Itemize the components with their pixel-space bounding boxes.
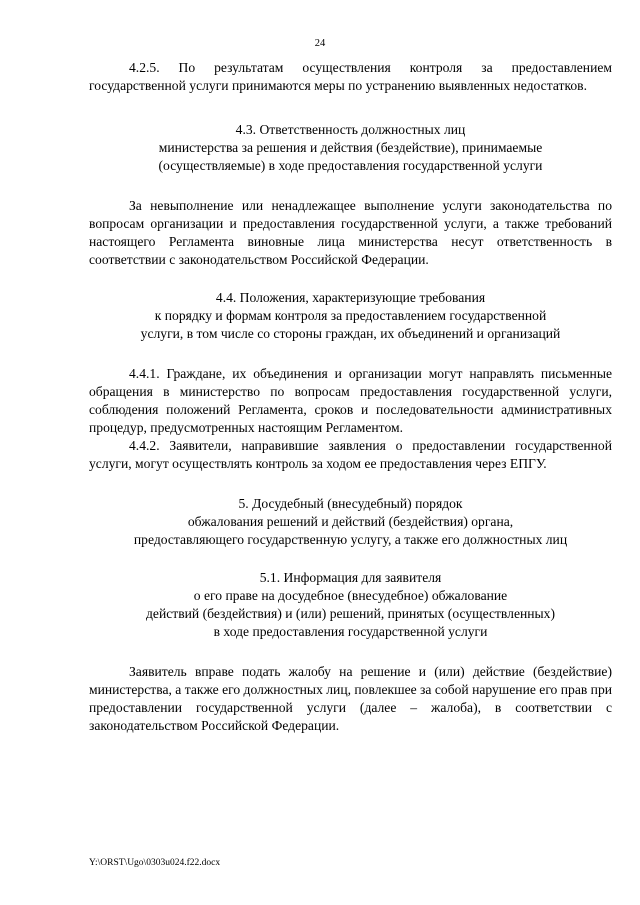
paragraph-5-1: Заявитель вправе подать жалобу на решение и (или) действие (бездействие) министерства, а также его должностных лиц, повлекшее за собой нарушение его прав при предоставлении государственной услуги (далее – жалоба), в соответствии с законодательством Российской Федерации.: [89, 664, 613, 733]
paragraph-4-3: За невыполнение или ненадлежащее выполнение услуги законодательства по вопросам организации и предоставления государственной услуги, а также требований настоящего Регламента виновные лица министерства несут ответственность в соответствии с законодательством Российской Федерации.: [89, 198, 612, 267]
heading-line: предоставляющего государственную услугу, а также его должностных лиц: [133, 532, 568, 547]
heading-line: к порядку и формам контроля за предоставлением государственной: [154, 308, 547, 323]
heading-line: в ходе предоставления государственной услуги: [213, 624, 488, 639]
heading-4-4: [89, 289, 612, 343]
heading-line: о его праве на досудебное (внесудебное) обжалование: [193, 588, 508, 603]
heading-line: 5.1. Информация для заявителя: [259, 570, 442, 585]
heading-4-3: [89, 121, 612, 175]
page-number: 24: [314, 38, 326, 49]
paragraph-4-4-1: 4.4.1. Граждане, их объединения и организации могут направлять письменные обращения в министерство по вопросам предоставления государственной услуги, соблюдения положений Регламента, сроков и последовательности административных процедур, предусмотренных настоящим Регламентом.: [89, 366, 612, 435]
heading-line: (осуществляемые) в ходе предоставления государственной услуги: [158, 158, 543, 173]
heading-line: министерства за решения и действия (бездействие), принимаемые: [158, 140, 543, 155]
heading-line: 4.4. Положения, характеризующие требования: [215, 290, 486, 305]
heading-5-1: [89, 569, 612, 641]
paragraph-4-2-5: 4.2.5. По результатам осуществления контроля за предоставлением государственной услуги принимаются меры по устранению выявленных недостатков.: [89, 60, 612, 93]
heading-line: обжалования решений и действий (бездействия) органа,: [187, 514, 514, 529]
heading-line: 5. Досудебный (внесудебный) порядок: [238, 496, 463, 511]
paragraph-4-4-2: 4.4.2. Заявители, направившие заявления о предоставлении государственной услуги, могут осуществлять контроль за ходом ее предоставления через ЕПГУ.: [89, 438, 612, 471]
heading-5: [89, 495, 612, 549]
footer-file-path: Y:\ORST\Ugo\0303u024.f22.docx: [89, 858, 221, 868]
heading-line: действий (бездействия) и (или) решений, принятых (осуществленных): [146, 606, 555, 621]
heading-line: услуги, в том числе со стороны граждан, их объединений и организаций: [140, 326, 561, 341]
heading-line: 4.3. Ответственность должностных лиц: [235, 122, 466, 137]
document-body: [89, 59, 612, 735]
